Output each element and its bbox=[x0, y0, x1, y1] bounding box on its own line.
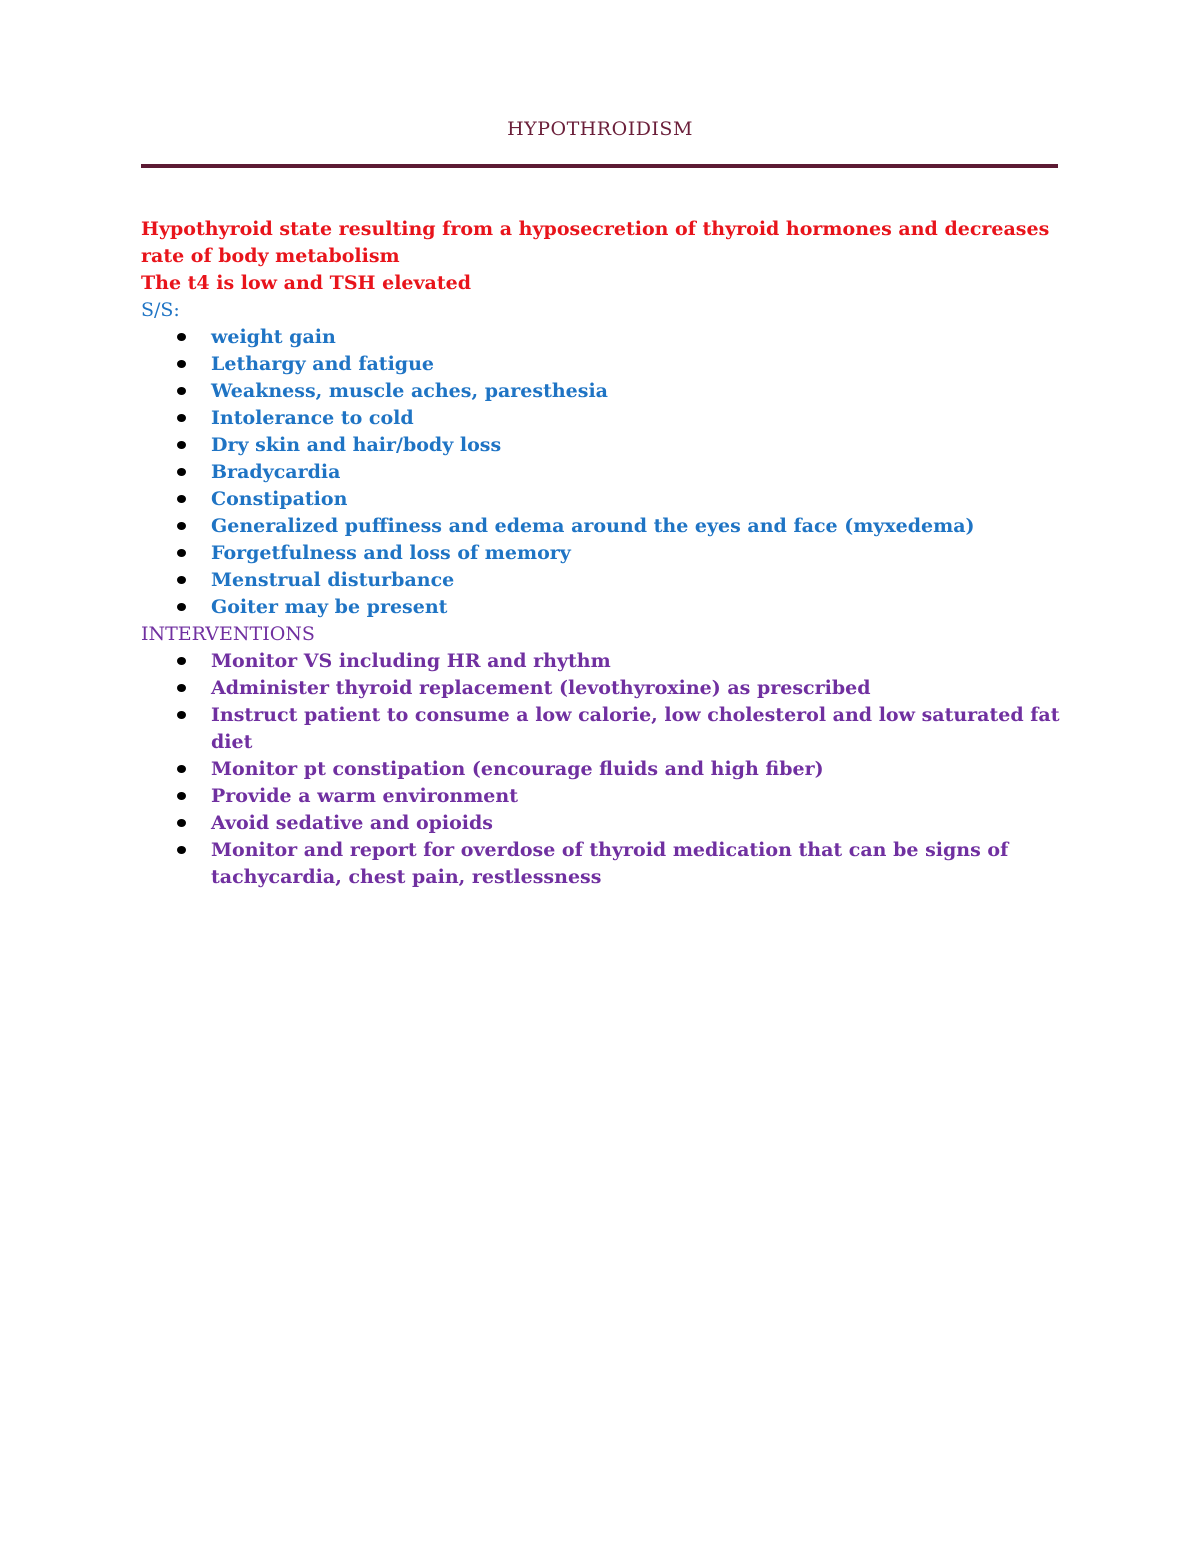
list-item bbox=[141, 432, 1061, 459]
bullet-icon bbox=[177, 657, 186, 665]
bullet-icon bbox=[177, 414, 186, 422]
list-item bbox=[141, 837, 1061, 891]
list-item-text: Dry skin and hair/body loss bbox=[211, 434, 502, 456]
list-item bbox=[141, 405, 1061, 432]
list-item bbox=[141, 567, 1061, 594]
list-item bbox=[141, 648, 1061, 675]
signs-list bbox=[141, 324, 1061, 621]
bullet-icon bbox=[177, 576, 186, 584]
definition-text: Hypothyroid state resulting from a hyposecretion of thyroid hormones and decreases rate of body metabolism bbox=[141, 218, 1050, 267]
list-item bbox=[141, 810, 1061, 837]
bullet-icon bbox=[177, 765, 186, 773]
bullet-icon bbox=[177, 468, 186, 476]
list-item bbox=[141, 594, 1061, 621]
bullet-icon bbox=[177, 603, 186, 611]
list-item-text: Monitor VS including HR and rhythm bbox=[211, 650, 611, 672]
list-item-text: Provide a warm environment bbox=[211, 785, 518, 807]
list-item bbox=[141, 513, 1061, 540]
list-item-text: Administer thyroid replacement (levothyroxine) as prescribed bbox=[211, 677, 871, 699]
bullet-icon bbox=[177, 495, 186, 503]
list-item bbox=[141, 783, 1061, 810]
bullet-icon bbox=[177, 333, 186, 341]
list-item-text: Monitor pt constipation (encourage fluids and high fiber) bbox=[211, 758, 824, 780]
list-item-text: Goiter may be present bbox=[211, 596, 448, 618]
list-item bbox=[141, 351, 1061, 378]
list-item-text: Menstrual disturbance bbox=[211, 569, 455, 591]
list-item-text: Bradycardia bbox=[211, 461, 341, 483]
signs-heading: S/S: bbox=[141, 299, 180, 321]
list-item bbox=[141, 459, 1061, 486]
bullet-icon bbox=[177, 792, 186, 800]
list-item bbox=[141, 540, 1061, 567]
list-item bbox=[141, 324, 1061, 351]
list-item bbox=[141, 675, 1061, 702]
bullet-icon bbox=[177, 387, 186, 395]
interventions-list bbox=[141, 648, 1061, 891]
list-item bbox=[141, 756, 1061, 783]
interventions-heading: INTERVENTIONS bbox=[141, 623, 315, 645]
list-item-text: Forgetfulness and loss of memory bbox=[211, 542, 571, 564]
bullet-icon bbox=[177, 819, 186, 827]
title-divider bbox=[141, 164, 1058, 168]
bullet-icon bbox=[177, 522, 186, 530]
page-title: HYPOTHROIDISM bbox=[507, 118, 693, 140]
bullet-icon bbox=[177, 846, 186, 854]
bullet-icon bbox=[177, 684, 186, 692]
bullet-icon bbox=[177, 549, 186, 557]
list-item-text: Constipation bbox=[211, 488, 348, 510]
list-item-text: Monitor and report for overdose of thyroid medication that can be signs of tachycardia, chest pain, restlessness bbox=[211, 839, 1009, 888]
list-item-text: Avoid sedative and opioids bbox=[211, 812, 493, 834]
list-item-text: weight gain bbox=[211, 326, 336, 348]
list-item bbox=[141, 378, 1061, 405]
lab-note-text: The t4 is low and TSH elevated bbox=[141, 272, 472, 294]
list-item-text: Instruct patient to consume a low calorie, low cholesterol and low saturated fat diet bbox=[211, 704, 1060, 753]
list-item bbox=[141, 702, 1061, 756]
bullet-icon bbox=[177, 441, 186, 449]
list-item-text: Generalized puffiness and edema around the eyes and face (myxedema) bbox=[211, 515, 975, 537]
list-item-text: Intolerance to cold bbox=[211, 407, 414, 429]
list-item-text: Lethargy and fatigue bbox=[211, 353, 434, 375]
list-item bbox=[141, 486, 1061, 513]
document-body bbox=[141, 216, 1061, 891]
list-item-text: Weakness, muscle aches, paresthesia bbox=[211, 380, 608, 402]
bullet-icon bbox=[177, 711, 186, 719]
bullet-icon bbox=[177, 360, 186, 368]
